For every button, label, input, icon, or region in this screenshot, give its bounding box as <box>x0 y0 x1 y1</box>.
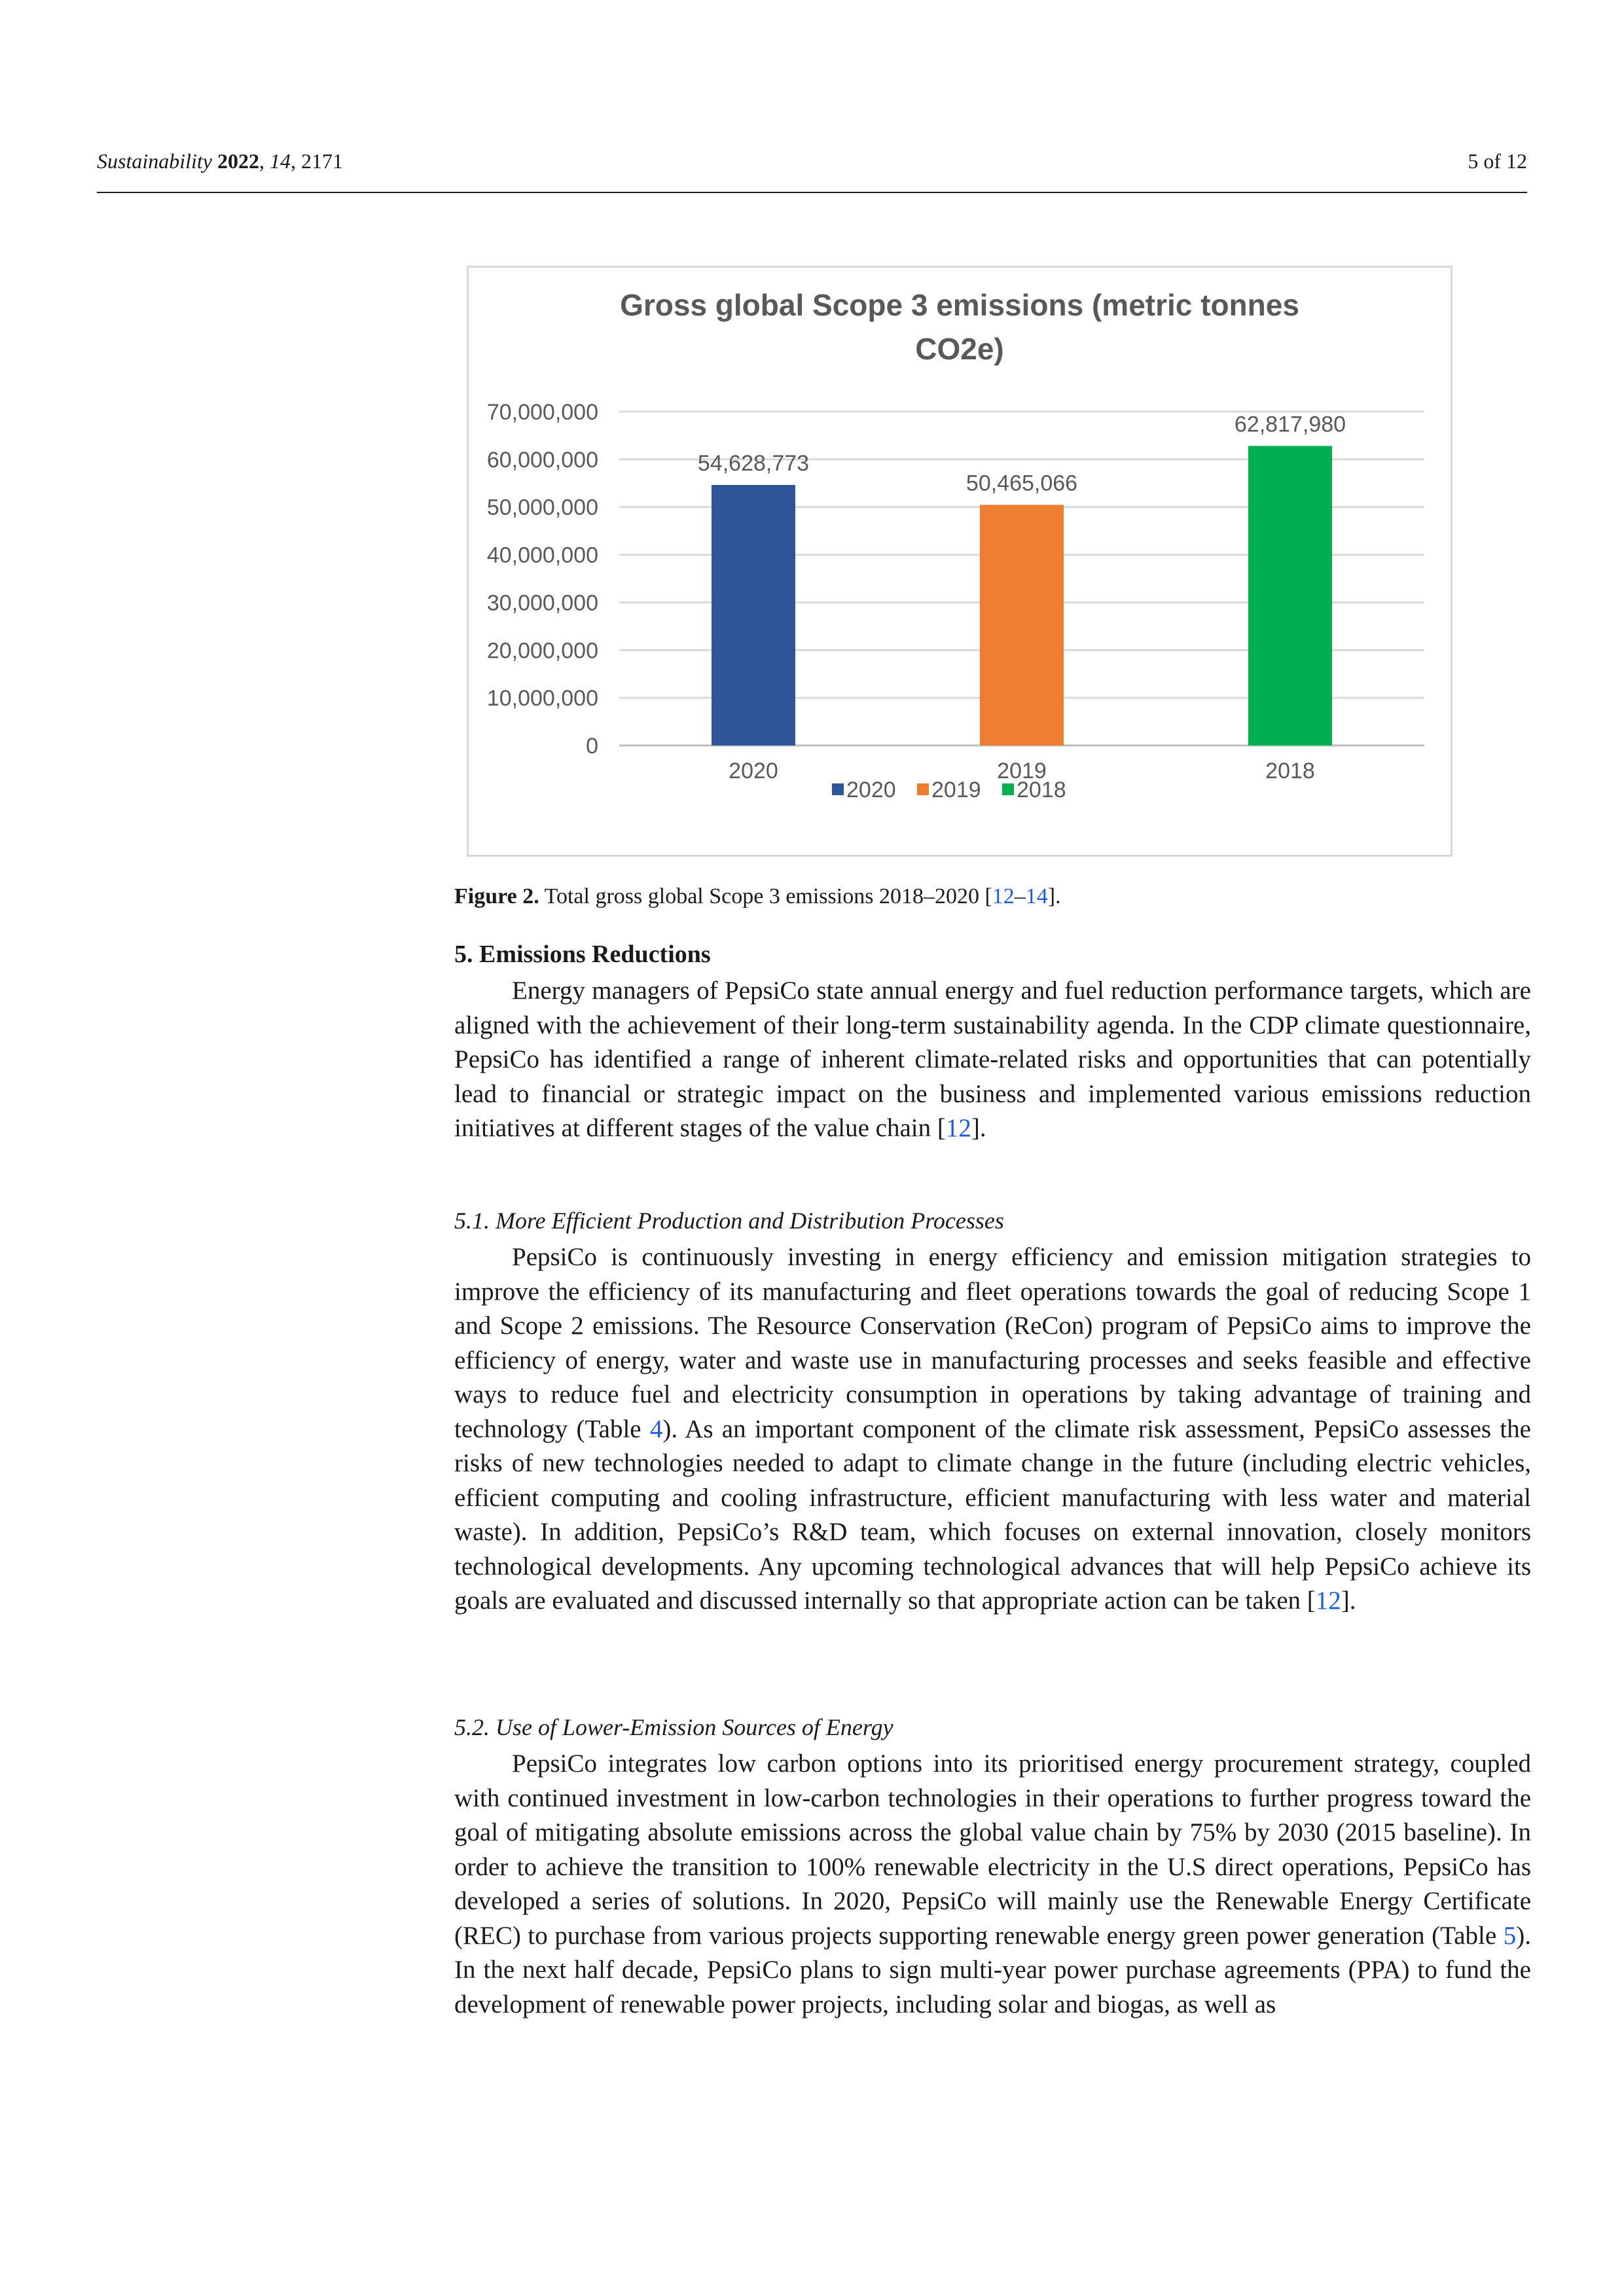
legend-swatch <box>832 783 844 795</box>
legend-swatch <box>1002 783 1014 795</box>
y-tick-label: 20,000,000 <box>486 638 598 664</box>
paragraph-text: ). In the next half decade, PepsiCo plans to sign multi-year power purchase agreements (PPA) to fund the development of renewable power projects, including solar and biogas, as well as <box>454 1921 1531 2018</box>
subsection-heading: 5.2. Use of Lower-Emission Sources of Energy <box>454 1714 893 1740</box>
running-header <box>97 149 1527 182</box>
table-4-link[interactable]: 4 <box>649 1414 663 1443</box>
data-label: 62,817,980 <box>1234 412 1346 437</box>
article-number: 2171 <box>301 149 343 173</box>
y-tick-label: 30,000,000 <box>486 590 598 616</box>
section-heading: 5. Emissions Reductions <box>454 941 711 968</box>
x-tick-label: 2019 <box>997 759 1047 783</box>
bar-2019 <box>980 505 1064 745</box>
citation-link-12[interactable]: 12 <box>992 884 1015 908</box>
journal-volume: 14 <box>270 149 291 173</box>
caption-dash: – <box>1014 884 1026 908</box>
legend-label: 2019 <box>931 778 981 802</box>
table-5-link[interactable]: 5 <box>1503 1921 1517 1950</box>
y-tick-label: 0 <box>586 734 598 759</box>
section-5-2-paragraph <box>454 1747 1531 2022</box>
paragraph-text: ). As an important component of the climate risk assessment, PepsiCo assesses the risks of new technologies needed to adapt to climate change in the future (including electric vehicles, efficient computing and cooling infrastructure, efficient manufacturing with less water and material waste). In addition, PepsiCo’s R&D team, which focuses on external innovation, closely monitors technological developments. Any upcoming technological advances that will help PepsiCo achieve its goals are evaluated and discussed internally so that appropriate action can be taken [ <box>454 1414 1531 1615</box>
bar-chart <box>469 268 1451 855</box>
paragraph-end: ]. <box>1341 1587 1356 1615</box>
caption-text: Total gross global Scope 3 emissions 2018–2020 [ <box>539 884 992 908</box>
citation-link-12[interactable]: 12 <box>945 1114 971 1142</box>
citation-link-12[interactable]: 12 <box>1315 1587 1341 1615</box>
figure-2-chart <box>467 266 1453 857</box>
figure-label: Figure 2. <box>454 884 539 908</box>
y-tick-label: 60,000,000 <box>486 447 598 473</box>
section-5-paragraph <box>454 974 1531 1146</box>
x-tick-label: 2018 <box>1265 759 1315 783</box>
y-tick-label: 50,000,000 <box>486 495 598 520</box>
data-label: 54,628,773 <box>697 450 810 476</box>
journal-year: 2022 <box>217 149 259 173</box>
paragraph-end: ]. <box>971 1114 986 1142</box>
y-tick-label: 40,000,000 <box>486 543 598 568</box>
x-tick-label: 2020 <box>729 759 778 783</box>
subsection-heading: 5.1. More Efficient Production and Distribution Processes <box>454 1208 1004 1234</box>
paragraph-text: PepsiCo integrates low carbon options into its prioritised energy procurement strategy, coupled with continued investment in low-carbon technologies in their operations to further progress toward the goal of mitigating absolute emissions across the global value chain by 75% by 2030 (2015 baseline). In order to achieve the transition to 100% renewable electricity in the U.S direct operations, PepsiCo has developed a series of solutions. In 2020, PepsiCo will mainly use the Renewable Energy Certificate (REC) to purchase from various projects supporting renewable energy green power generation (Table <box>454 1749 1531 1950</box>
chart-title: CO2e) <box>915 332 1004 366</box>
y-tick-label: 70,000,000 <box>486 400 598 425</box>
legend-swatch <box>917 783 929 795</box>
figure-caption <box>454 882 1531 911</box>
chart-title: Gross global Scope 3 emissions (metric tonnes <box>620 288 1299 322</box>
journal-name: Sustainability <box>97 149 212 173</box>
paragraph-text: PepsiCo is continuously investing in energy efficiency and emission mitigation strategies to improve the efficiency of its manufacturing and fleet operations towards the goal of reducing Scope 1 and Scope 2 emissions. The Resource Conservation (ReCon) program of PepsiCo aims to improve the efficiency of energy, water and waste use in manufacturing processes and seeks feasible and effective ways to reduce fuel and electricity consumption in operations by taking advantage of training and technology (Table <box>454 1243 1531 1443</box>
bar-2018 <box>1248 446 1332 745</box>
header-rule <box>97 192 1527 193</box>
section-5-1-paragraph <box>454 1240 1531 1619</box>
paragraph-text: Energy managers of PepsiCo state annual energy and fuel reduction performance targets, which are aligned with the achievement of their long-term sustainability agenda. In the CDP climate questionnaire, PepsiCo has identified a range of inherent climate-related risks and opportunities that can potentially lead to financial or strategic impact on the business and implemented various emissions reduction initiatives at different stages of the value chain [ <box>454 977 1531 1142</box>
citation-link-14[interactable]: 14 <box>1025 884 1048 908</box>
bar-2020 <box>712 485 795 745</box>
caption-end: ]. <box>1047 884 1061 908</box>
y-tick-label: 10,000,000 <box>486 686 598 711</box>
page-number: 5 of 12 <box>1468 149 1527 173</box>
journal-citation: Sustainability 2022, 14, 2171 <box>97 149 343 173</box>
data-label: 50,465,066 <box>965 471 1078 496</box>
legend-label: 2018 <box>1017 778 1066 802</box>
legend-label: 2020 <box>846 778 896 802</box>
